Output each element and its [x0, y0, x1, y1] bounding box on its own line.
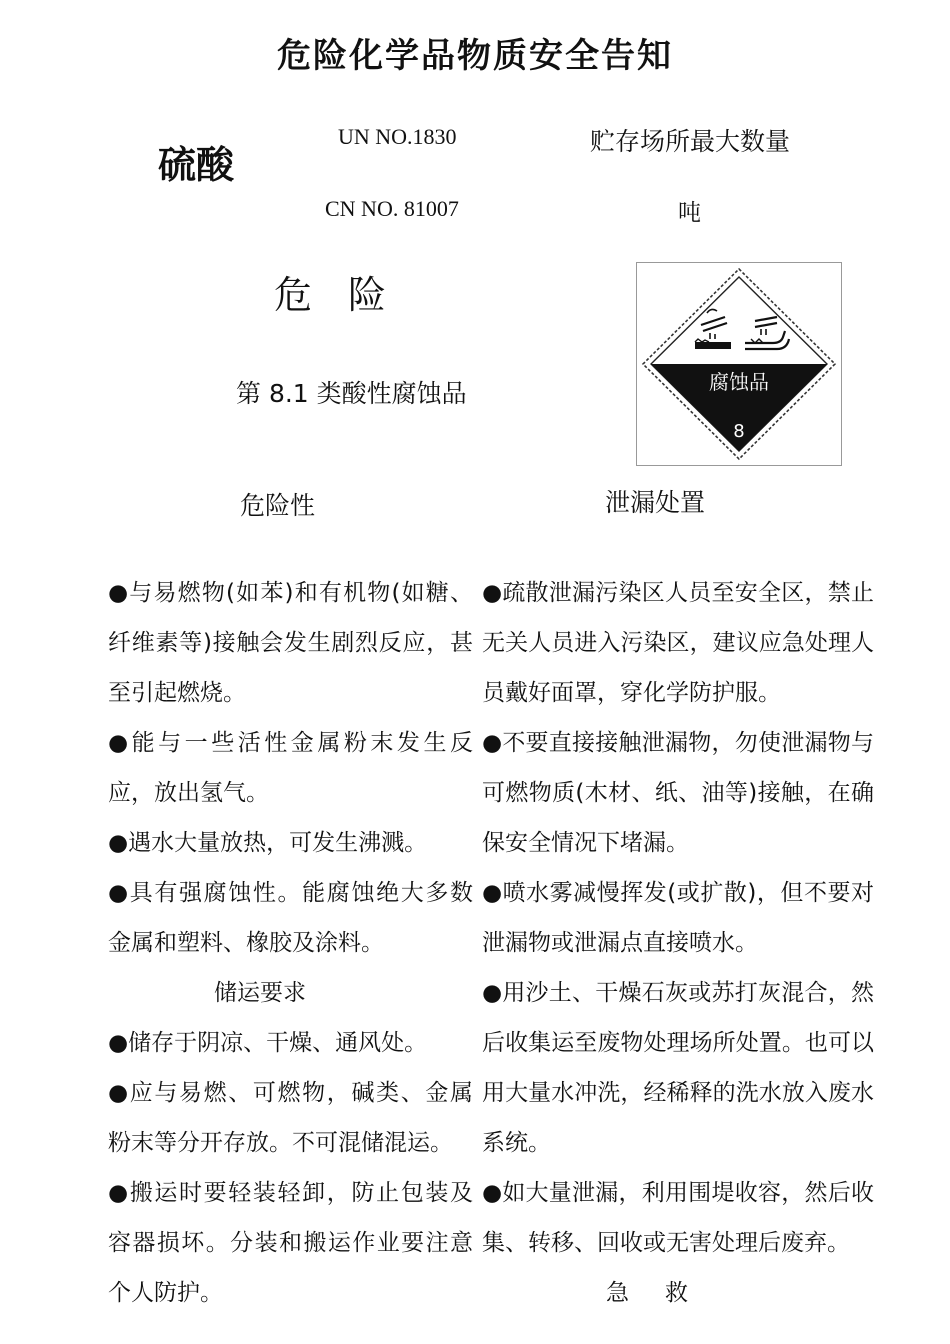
hazard-item: ●遇水大量放热，可发生沸溅。 — [108, 830, 428, 856]
storage-item: ●搬运时要轻装轻卸，防止包装及容器损坏。分装和搬运作业要注意个人防护。 — [108, 1180, 473, 1306]
storage-heading: 储运要求 — [214, 980, 306, 1006]
leak-heading: 泄漏处置 — [605, 488, 706, 517]
left-column — [108, 568, 473, 1318]
hazard-item: ●具有强腐蚀性。能腐蚀绝大多数金属和塑料、橡胶及涂料。 — [108, 880, 473, 956]
danger-signal-word: 危险 — [274, 273, 423, 317]
hazard-item: ●能与一些活性金属粉末发生反应，放出氢气。 — [108, 730, 473, 806]
un-number: UN NO.1830 — [338, 124, 457, 149]
storage-item: ●应与易燃、可燃物，碱类、金属粉末等分开存放。不可混储混运。 — [108, 1080, 473, 1156]
metal-plate-icon — [695, 342, 731, 349]
leak-item: ●用沙土、干燥石灰或苏打灰混合，然后收集运至废物处理场所处置。也可以用大量水冲洗，经稀释的洗水放入废水系统。 — [482, 980, 874, 1156]
storage-unit: 吨 — [678, 200, 701, 226]
hazard-item: ●与易燃物(如苯)和有机物(如糖、纤维素等)接触会发生剧烈反应，甚至引起燃烧。 — [108, 580, 473, 706]
corrosive-pictogram-icon — [636, 262, 842, 466]
storage-max-label: 贮存场所最大数量 — [590, 127, 791, 156]
hazard-class: 第 8.1 类酸性腐蚀品 — [236, 379, 467, 408]
page-title: 危险化学品物质安全告知 — [277, 36, 673, 76]
hazard-class-number: 8 — [733, 421, 745, 442]
leak-item: ●不要直接接触泄漏物，勿使泄漏物与可燃物质(木材、纸、油等)接触，在确保安全情况下堵漏。 — [482, 730, 874, 856]
leak-item: ●如大量泄漏，利用围堤收容，然后收集、转移、回收或无害处理后废弃。 — [482, 1180, 874, 1256]
right-column — [482, 568, 874, 1318]
leak-item: ●喷水雾减慢挥发(或扩散)，但不要对泄漏物或泄漏点直接喷水。 — [482, 880, 874, 956]
cn-number: CN NO. 81007 — [325, 196, 459, 221]
first-aid-heading: 急救 — [606, 1280, 724, 1306]
chemical-name: 硫酸 — [158, 143, 235, 187]
hazard-label-text: 腐蚀品 — [709, 370, 769, 394]
hazards-heading: 危险性 — [240, 491, 316, 520]
storage-item: ●储存于阴凉、干燥、通风处。 — [108, 1030, 428, 1056]
leak-item: ●疏散泄漏污染区人员至安全区，禁止无关人员进入污染区，建议应急处理人员戴好面罩，穿化学防护服。 — [482, 580, 874, 706]
